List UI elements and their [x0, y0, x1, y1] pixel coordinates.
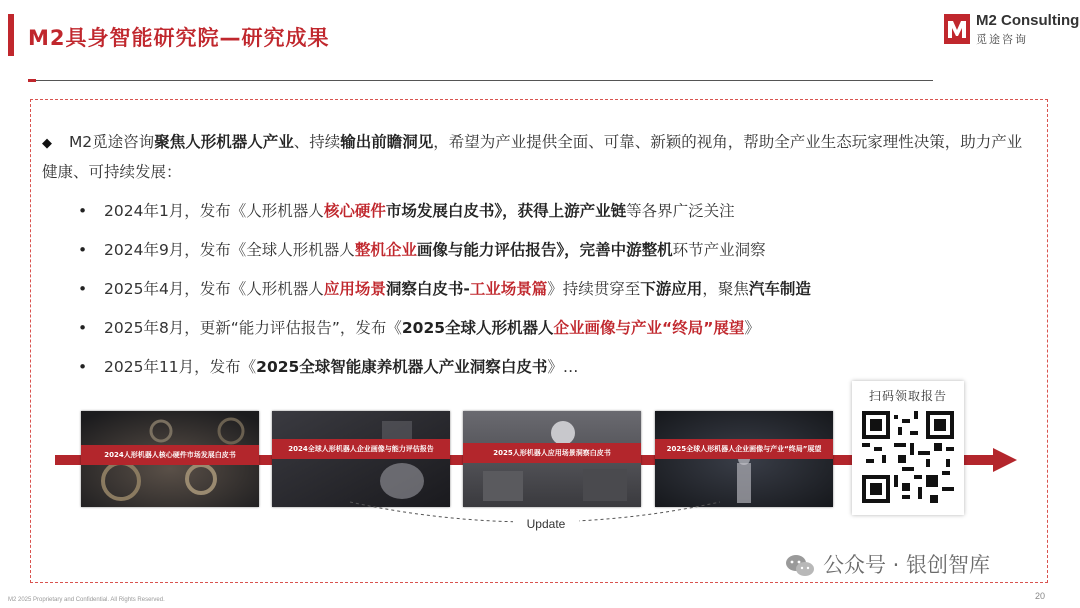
bullet-highlight-bold: 2025全球智能康养机器人产业洞察白皮书	[256, 358, 548, 376]
page-title: M2具身智能研究院—研究成果	[28, 26, 330, 50]
logo-text-cn: 觅途咨询	[976, 33, 1028, 46]
bullet-highlight-bold: 汽车制造	[748, 280, 811, 298]
list-item	[78, 276, 1038, 315]
list-item	[78, 237, 1038, 276]
diamond-bullet-icon: ◆	[42, 136, 52, 151]
intro-paragraph	[42, 128, 1032, 187]
bullet-highlight-red: 整机企业	[354, 241, 417, 259]
bullet-text: ，聚焦	[702, 280, 749, 298]
update-label: Update	[513, 517, 579, 531]
wechat-text: 公众号 · 银创智库	[823, 553, 991, 577]
intro-text-1: M2觅途咨询	[68, 133, 155, 151]
footer-copyright: M2 2025 Proprietary and Confidential. All Rights Reserved.	[8, 597, 165, 603]
bullet-highlight-bold: 上游产业链	[548, 202, 627, 220]
bullet-highlight-bold: 中游整机	[610, 241, 673, 259]
bullet-highlight-red: 企业画像与产业“终局”展望	[553, 319, 745, 337]
title-accent-bar	[8, 14, 14, 56]
intro-text-3: ，希望为产业提供全面、可靠、新颖的视角，帮助全产业生态玩家理性决策，助力产业健康、可持续发展：	[42, 133, 1023, 181]
page-number: 20	[1035, 591, 1046, 601]
list-item	[78, 198, 1038, 237]
wechat-watermark	[785, 549, 990, 579]
bullet-highlight-red: 应用场景	[323, 280, 386, 298]
list-item	[78, 315, 1038, 354]
bullet-dot-icon: •	[78, 319, 88, 337]
intro-text-2: 、持续	[293, 133, 341, 151]
bullet-text: 》	[744, 319, 760, 337]
card-title: 2025全球人形机器人企业画像与产业“终局”展望	[666, 445, 822, 453]
bullet-highlight-bold: 2025全球人形机器人	[401, 319, 554, 337]
m2-logo-icon	[944, 14, 970, 44]
report-cover-3[interactable]	[463, 411, 641, 507]
qr-code-icon	[862, 411, 954, 503]
card-title: 2024人形机器人核心硬件市场发展白皮书	[104, 451, 236, 459]
qr-code-panel[interactable]	[852, 381, 964, 515]
header-rule-accent	[28, 79, 36, 82]
bullet-dot-icon: •	[78, 202, 88, 220]
bullet-text-bold: 画像与能力评估报告》，完善	[416, 241, 611, 259]
bullet-dot-icon: •	[78, 241, 88, 259]
bullet-text: 等各界广泛关注	[626, 202, 735, 220]
bullet-text: 2024年1月，发布《人形机器人	[104, 202, 324, 220]
bullet-text-bold: 市场发展白皮书》，获得	[385, 202, 549, 220]
intro-highlight-2: 输出前瞻洞见	[340, 133, 434, 151]
robot-image-icon	[272, 411, 450, 507]
bullet-text-bold: 洞察白皮书-	[385, 280, 470, 298]
company-logo	[944, 12, 1080, 50]
bullet-text: 环节产业洞察	[672, 241, 766, 259]
bullet-text: 2025年11月，发布《	[104, 358, 257, 376]
report-cover-2[interactable]	[272, 411, 450, 507]
bullet-text: 2024年9月，发布《全球人形机器人	[104, 241, 355, 259]
bullet-text: 2025年8月，更新“能力评估报告”，发布《	[104, 319, 402, 337]
header-rule	[36, 80, 933, 81]
bullet-dot-icon: •	[78, 358, 88, 376]
wechat-icon	[785, 553, 815, 579]
card-title: 2025人形机器人应用场景洞察白皮书	[493, 449, 611, 457]
bullet-highlight-red: 核心硬件	[323, 202, 386, 220]
bullet-highlight-bold: 下游应用	[640, 280, 703, 298]
humanoid-image-icon	[655, 411, 833, 507]
bullet-dot-icon: •	[78, 280, 88, 298]
report-cover-1[interactable]	[81, 411, 259, 507]
bullet-text: 2025年4月，发布《人形机器人	[104, 280, 324, 298]
intro-highlight-1: 聚焦人形机器人产业	[154, 133, 294, 151]
bullet-text: 》持续贯穿至	[547, 280, 641, 298]
card-title: 2024全球人形机器人企业画像与能力评估报告	[288, 445, 434, 453]
report-cover-4[interactable]	[655, 411, 833, 507]
milestone-list	[78, 198, 1038, 393]
qr-label: 扫码领取报告	[868, 389, 947, 403]
bullet-highlight-red: 工业场景篇	[469, 280, 548, 298]
logo-text-en: M2 Consulting	[976, 12, 1080, 29]
bullet-text: 》…	[547, 358, 579, 376]
